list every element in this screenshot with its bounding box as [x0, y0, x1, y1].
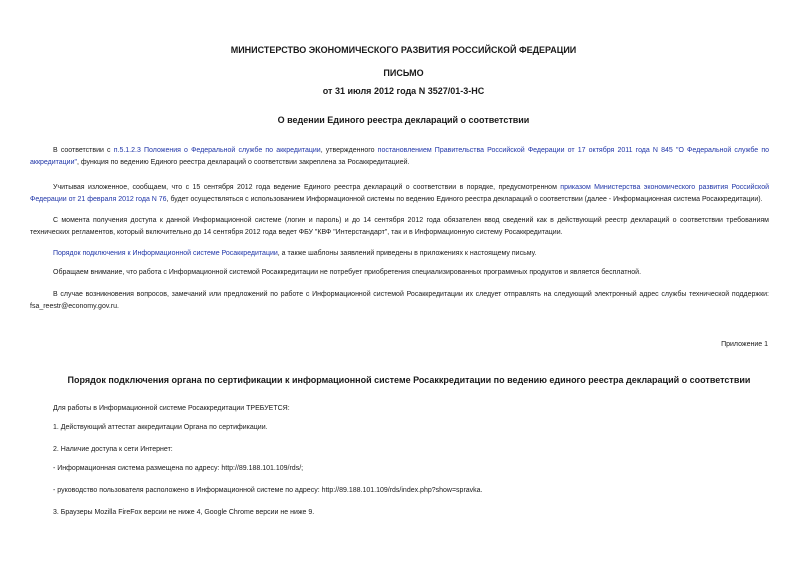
appendix-item: 3. Браузеры Mozilla FireFox версии не ниже 4, Google Chrome версии не ниже 9.: [53, 509, 315, 516]
appendix-item: 2. Наличие доступа к сети Интернет:: [53, 446, 173, 453]
ministry-heading: МИНИСТЕРСТВО ЭКОНОМИЧЕСКОГО РАЗВИТИЯ РОССИЙСКОЙ ФЕДЕРАЦИИ: [230, 45, 577, 55]
paragraph-2-text-a: Учитывая изложенное, сообщаем, что с 15 сентября 2012 года ведение Единого реестра деклараций о соответствии в порядке, предусмотренном: [53, 184, 561, 191]
paragraph-1-text-c: , функция по ведению Единого реестра деклараций о соответствии закреплена за Росаккредитацией.: [76, 158, 410, 166]
appendix-label: Приложение 1: [721, 341, 768, 348]
document-type: ПИСЬМО: [383, 68, 424, 78]
paragraph-1: [30, 145, 769, 168]
paragraph-1-text-b: , утвержденного: [320, 147, 378, 154]
appendix-title: Порядок подключения органа по сертификации к информационной системе Росаккредитации по ведению единого реестра деклараций о соответствии: [67, 375, 751, 385]
appendix-item: Для работы в Информационной системе Росаккредитации ТРЕБУЕТСЯ:: [53, 405, 290, 412]
date-number: от 31 июля 2012 года N 3527/01-3-НС: [322, 86, 485, 96]
link-regulation-clause[interactable]: п.5.1.2.3 Положения о Федеральной службе по аккредитации: [113, 147, 321, 154]
paragraph-2: [30, 182, 769, 205]
appendix-item: - Информационная система размещена по адресу: http://89.188.101.109/rds/;: [53, 465, 304, 472]
link-government-decree[interactable]: постановлением Правительства Российской Федерации от 17 октября 2011 года N 845 "О Федеральной службе по аккредитации": [30, 147, 770, 166]
paragraph-3: С момента получения доступа к данной Информационной системе (логин и пароль) и до 14 сентября 2012 года обязателен ввод сведений как в действующий реестр деклараций о соответствии требованиям технических регламентов, который включительно до 14 сентября 2012 года ведет ФБУ "КВФ "Интерстандарт", так и в Информационную систему Росаккредитации.: [30, 217, 769, 236]
appendix-item: 1. Действующий аттестат аккредитации Органа по сертификации.: [53, 424, 268, 431]
paragraph-4-text: , а также шаблоны заявлений приведены в приложениях к настоящему письму.: [277, 250, 537, 257]
paragraph-5: Обращаем внимание, что работа с Информационной системой Росаккредитации не потребует приобретения специализированных программных продуктов и является бесплатной.: [53, 269, 642, 276]
paragraph-4: [30, 248, 769, 260]
appendix-item: - руководство пользователя расположено в Информационной системе по адресу: http://89.188.101.109/rds/index.php?show=spravka.: [53, 487, 483, 494]
paragraph-1-text-a: В соответствии с: [53, 147, 114, 154]
link-ministry-order[interactable]: приказом Министерства экономического развития Российской Федерации от 21 февраля 2012 года N 76: [30, 184, 769, 203]
link-connection-procedure[interactable]: Порядок подключения к Информационной системе Росаккредитации: [53, 250, 278, 257]
document-subject: О ведении Единого реестра деклараций о соответствии: [277, 115, 530, 125]
paragraph-6: В случае возникновения вопросов, замечаний или предложений по работе с Информационной системой Росаккредитации их следует отправлять на следующий электронный адрес службы технической поддержки: fsa_reestr@economy.gov.ru.: [30, 291, 769, 310]
paragraph-2-text-b: , будет осуществляться с использованием Информационной системы по ведению Единого реестра деклараций о соответствии (далее - Информационная система Росаккредитации).: [166, 195, 763, 203]
